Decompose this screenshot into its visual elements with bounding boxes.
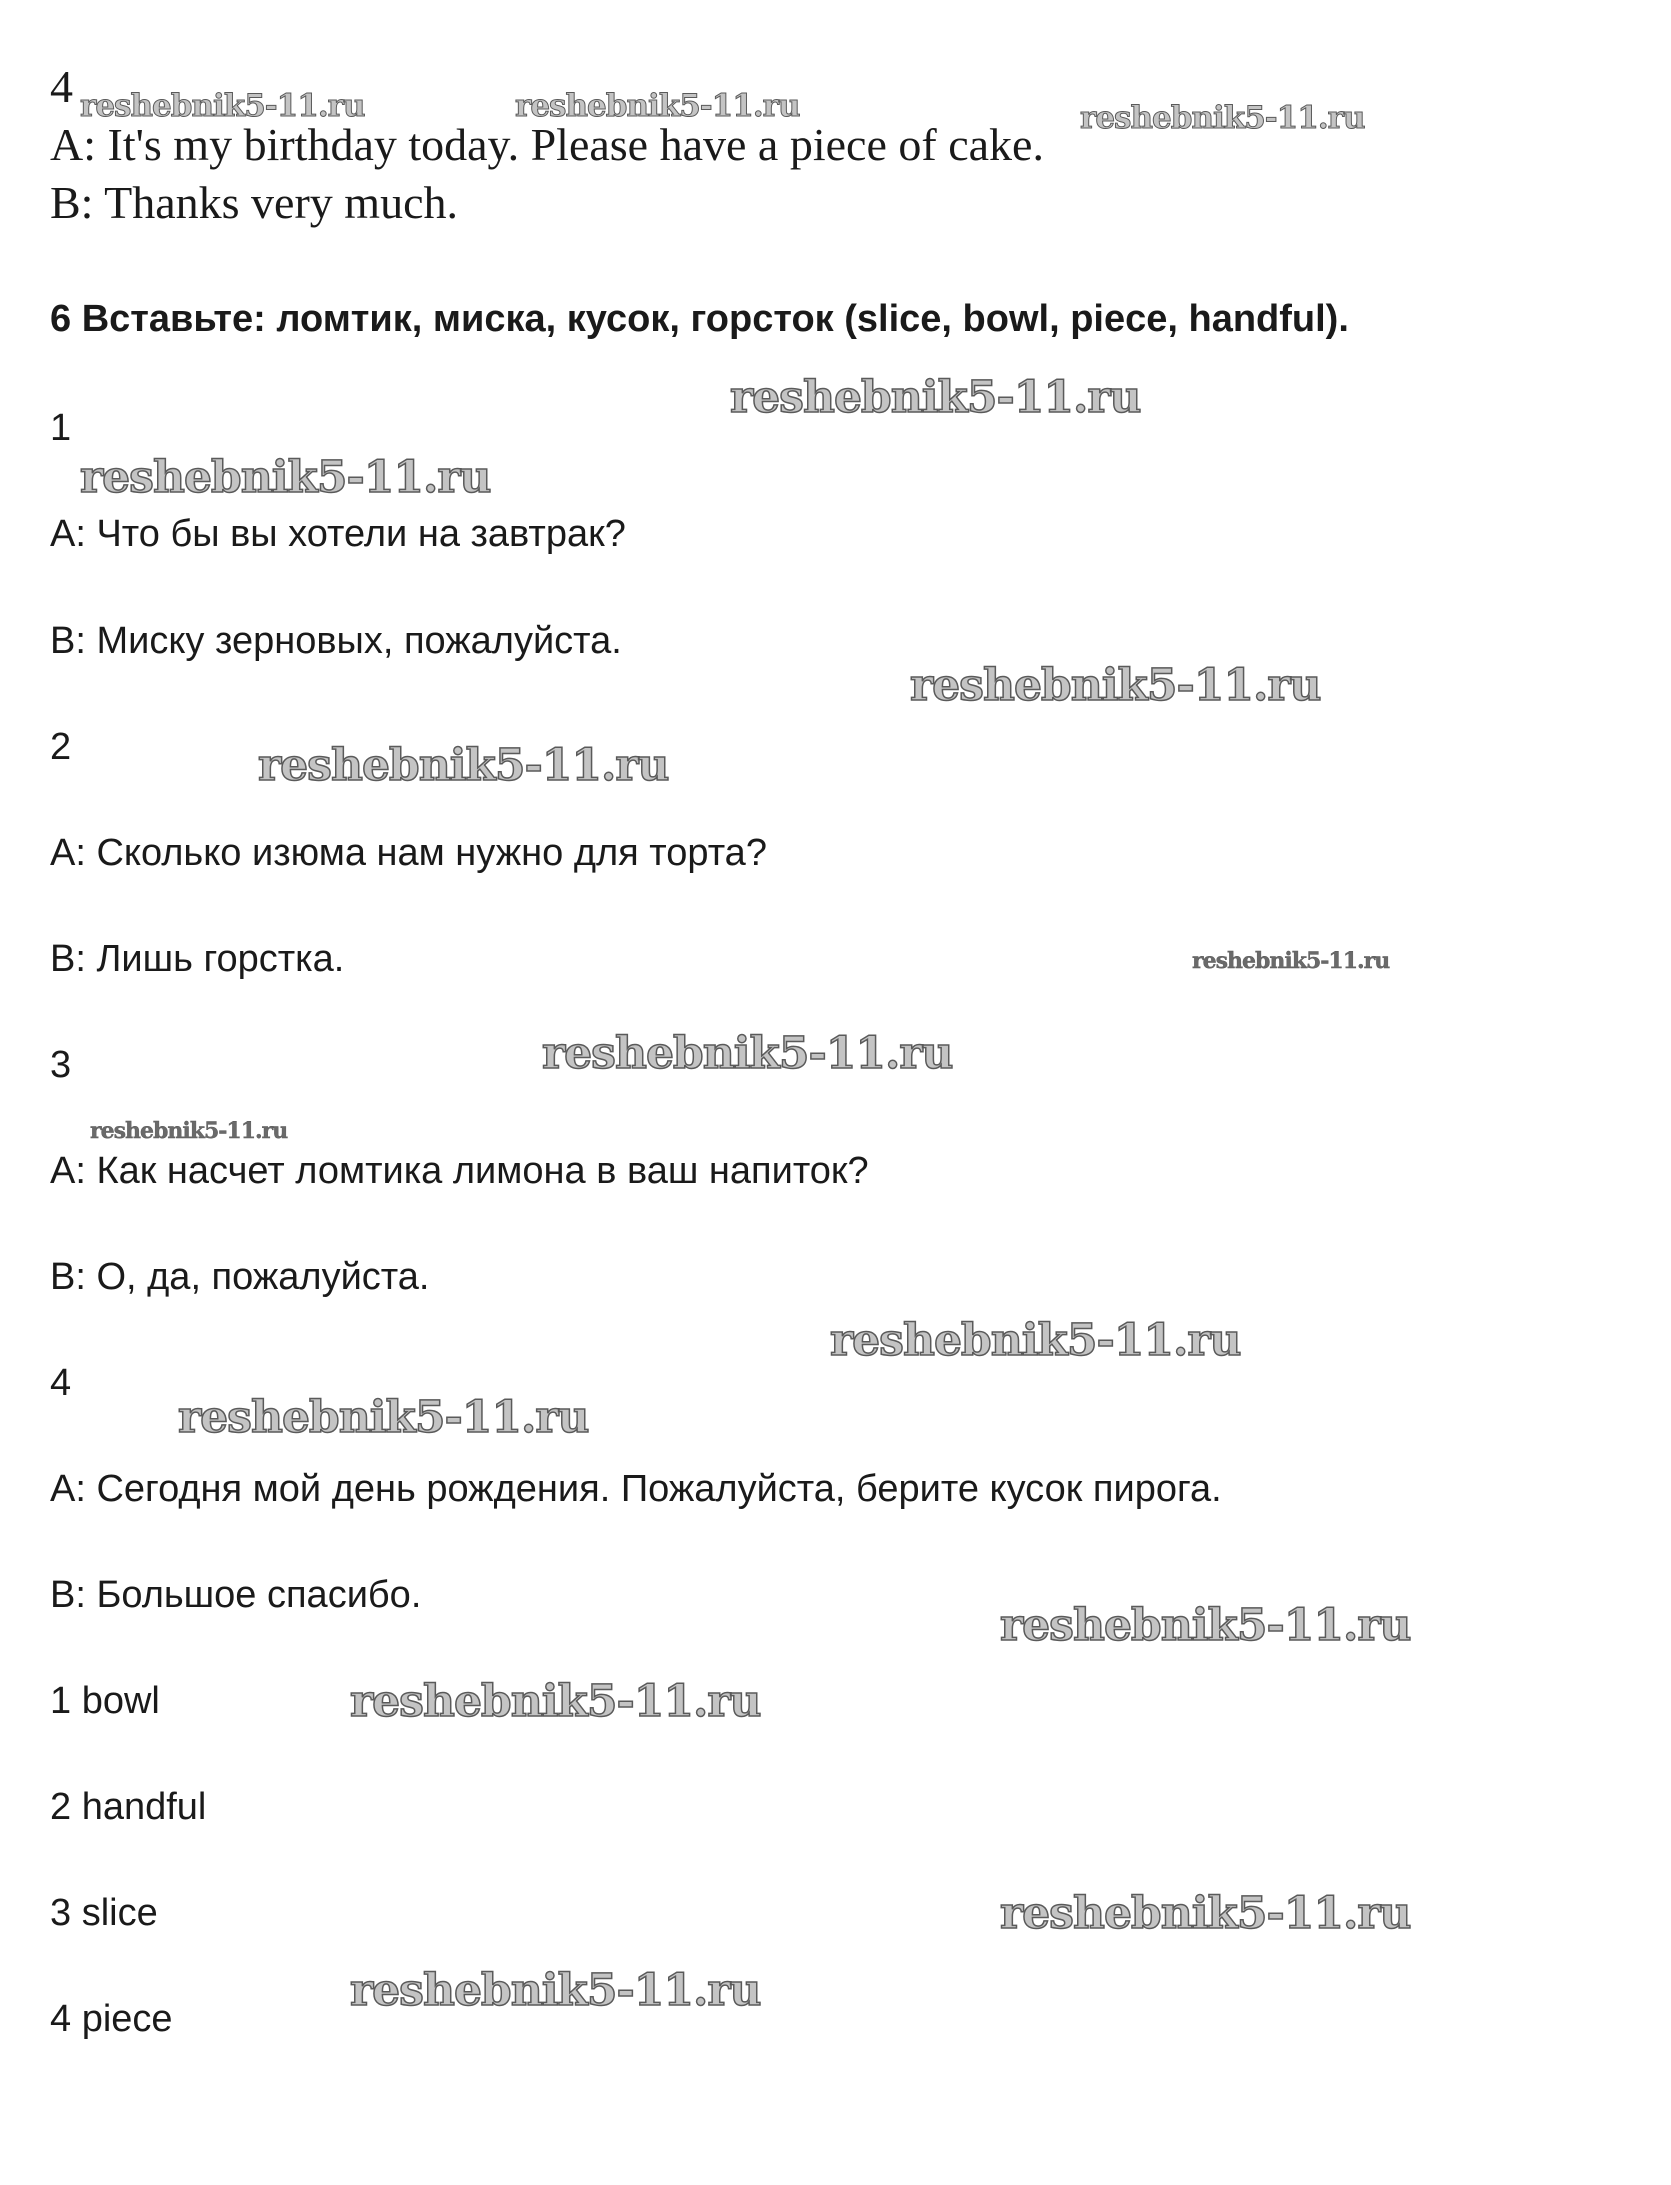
answer-item: 3 slice [50, 1892, 158, 1934]
item-line-a: A: Что бы вы хотели на завтрак? [50, 513, 626, 555]
item-line-b: B: Большое спасибо. [50, 1574, 422, 1616]
watermark: reshebnik5-11.ru [258, 740, 669, 791]
item-number: 1 [50, 407, 72, 449]
answer-item: 2 handful [50, 1786, 207, 1828]
watermark: reshebnik5-11.ru [350, 1965, 761, 2016]
watermark: reshebnik5-11.ru [910, 660, 1321, 711]
answer-item: 4 piece [50, 1998, 173, 2040]
watermark: reshebnik5-11.ru [80, 452, 491, 503]
watermark: reshebnik5-11.ru [80, 88, 365, 124]
item-line-a: A: Как насчет ломтика лимона в ваш напиток? [50, 1150, 869, 1192]
item-line-b: B: Миску зерновых, пожалуйста. [50, 620, 622, 662]
item-number: 3 [50, 1044, 72, 1086]
watermark: reshebnik5-11.ru [830, 1315, 1241, 1366]
item-number: 2 [50, 726, 72, 768]
exercise-heading: 6 Вставьте: ломтик, миска, кусок, горсток (slice, bowl, piece, handful). [50, 298, 1349, 340]
watermark: reshebnik5-11.ru [90, 1118, 288, 1144]
watermark: reshebnik5-11.ru [542, 1028, 953, 1079]
item-number: 4 [50, 1362, 72, 1404]
top-item-number: 4 [50, 61, 73, 112]
item-line-a: A: Сколько изюма нам нужно для торта? [50, 832, 767, 874]
watermark: reshebnik5-11.ru [350, 1676, 761, 1727]
top-line-b: B: Thanks very much. [50, 177, 458, 228]
watermark: reshebnik5-11.ru [1000, 1600, 1411, 1651]
watermark: reshebnik5-11.ru [1080, 100, 1365, 136]
item-line-b: B: Лишь горстка. [50, 938, 345, 980]
answer-item: 1 bowl [50, 1680, 160, 1722]
item-line-a: A: Сегодня мой день рождения. Пожалуйста, берите кусок пирога. [50, 1468, 1222, 1510]
top-line-a: A: It's my birthday today. Please have a piece of cake. [50, 119, 1044, 170]
item-line-b: B: О, да, пожалуйста. [50, 1256, 430, 1298]
watermark: reshebnik5-11.ru [1192, 948, 1390, 974]
watermark: reshebnik5-11.ru [730, 372, 1141, 423]
watermark: reshebnik5-11.ru [1000, 1888, 1411, 1939]
watermark: reshebnik5-11.ru [178, 1392, 589, 1443]
watermark: reshebnik5-11.ru [515, 88, 800, 124]
